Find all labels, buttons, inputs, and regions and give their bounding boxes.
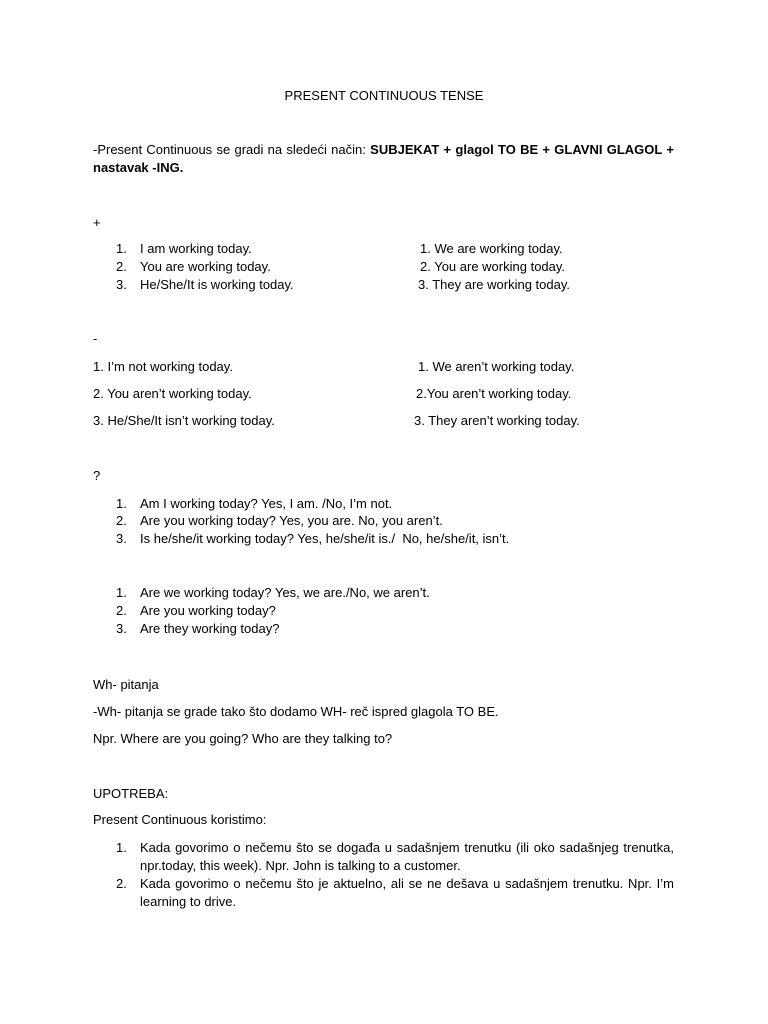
negative-left-item: 3. He/She/It isn’t working today. [93, 413, 275, 428]
list-number: 2. [116, 876, 127, 891]
negative-left-item: 2. You aren’t working today. [93, 386, 252, 401]
question-item: Are you working today? [140, 603, 276, 618]
wh-rule: -Wh- pitanja se grade tako što dodamo WH- reč ispred glagola TO BE. [93, 704, 499, 719]
negative-sign: - [93, 331, 98, 346]
list-number: 2. [116, 603, 127, 618]
question-item: Are you working today? Yes, you are. No, you aren’t. [140, 513, 443, 528]
positive-left-item: You are working today. [140, 259, 271, 274]
intro-formula-end: nastavak -ING. [93, 160, 184, 175]
positive-left-item: He/She/It is working today. [140, 277, 294, 292]
negative-right-item: 2.You aren’t working today. [416, 386, 572, 401]
question-item: Are we working today? Yes, we are./No, we aren’t. [140, 585, 430, 600]
wh-example: Npr. Where are you going? Who are they talking to? [93, 731, 393, 746]
list-number: 1. [116, 241, 127, 256]
usage-intro: Present Continuous koristimo: [93, 812, 267, 827]
question-item: Are they working today? [140, 621, 280, 636]
list-number: 3. [116, 621, 127, 636]
positive-sign: + [93, 215, 101, 230]
list-number: 3. [116, 531, 127, 546]
page-title: PRESENT CONTINUOUS TENSE [284, 88, 484, 103]
usage-item-line: Kada govorimo o nečemu što je aktuelno, ali se ne dešava u sadašnjem trenutku. Npr. I’m [140, 876, 674, 891]
positive-right-item: 2. You are working today. [420, 259, 566, 274]
negative-right-item: 1. We aren’t working today. [418, 359, 575, 374]
question-item: Is he/she/it working today? Yes, he/she/it is./ No, he/she/it, isn’t. [140, 531, 510, 546]
usage-item-line: Kada govorimo o nečemu što se događa u sadašnjem trenutku (ili oko sadašnjeg trenutka, [140, 840, 674, 855]
positive-right-item: 3. They are working today. [418, 277, 570, 292]
intro-formula: SUBJEKAT + glagol TO BE + GLAVNI GLAGOL + [370, 142, 674, 157]
list-number: 1. [116, 496, 127, 511]
list-number: 3. [116, 277, 127, 292]
intro-line-2 [93, 159, 183, 177]
intro-text: -Present Continuous se gradi na sledeći način: [93, 142, 371, 157]
list-number: 1. [116, 840, 127, 855]
list-number: 2. [116, 513, 127, 528]
negative-right-item: 3. They aren’t working today. [414, 413, 580, 428]
usage-item-line: learning to drive. [140, 894, 237, 909]
usage-heading: UPOTREBA: [93, 786, 169, 801]
usage-item-line: npr.today, this week). Npr. John is talking to a customer. [140, 858, 461, 873]
intro-line-1 [93, 141, 674, 159]
wh-heading: Wh- pitanja [93, 677, 159, 692]
negative-left-item: 1. I’m not working today. [93, 359, 233, 374]
positive-right-item: 1. We are working today. [420, 241, 563, 256]
positive-left-item: I am working today. [140, 241, 252, 256]
question-item: Am I working today? Yes, I am. /No, I’m not. [140, 496, 393, 511]
list-number: 1. [116, 585, 127, 600]
list-number: 2. [116, 259, 127, 274]
question-sign: ? [93, 468, 101, 483]
